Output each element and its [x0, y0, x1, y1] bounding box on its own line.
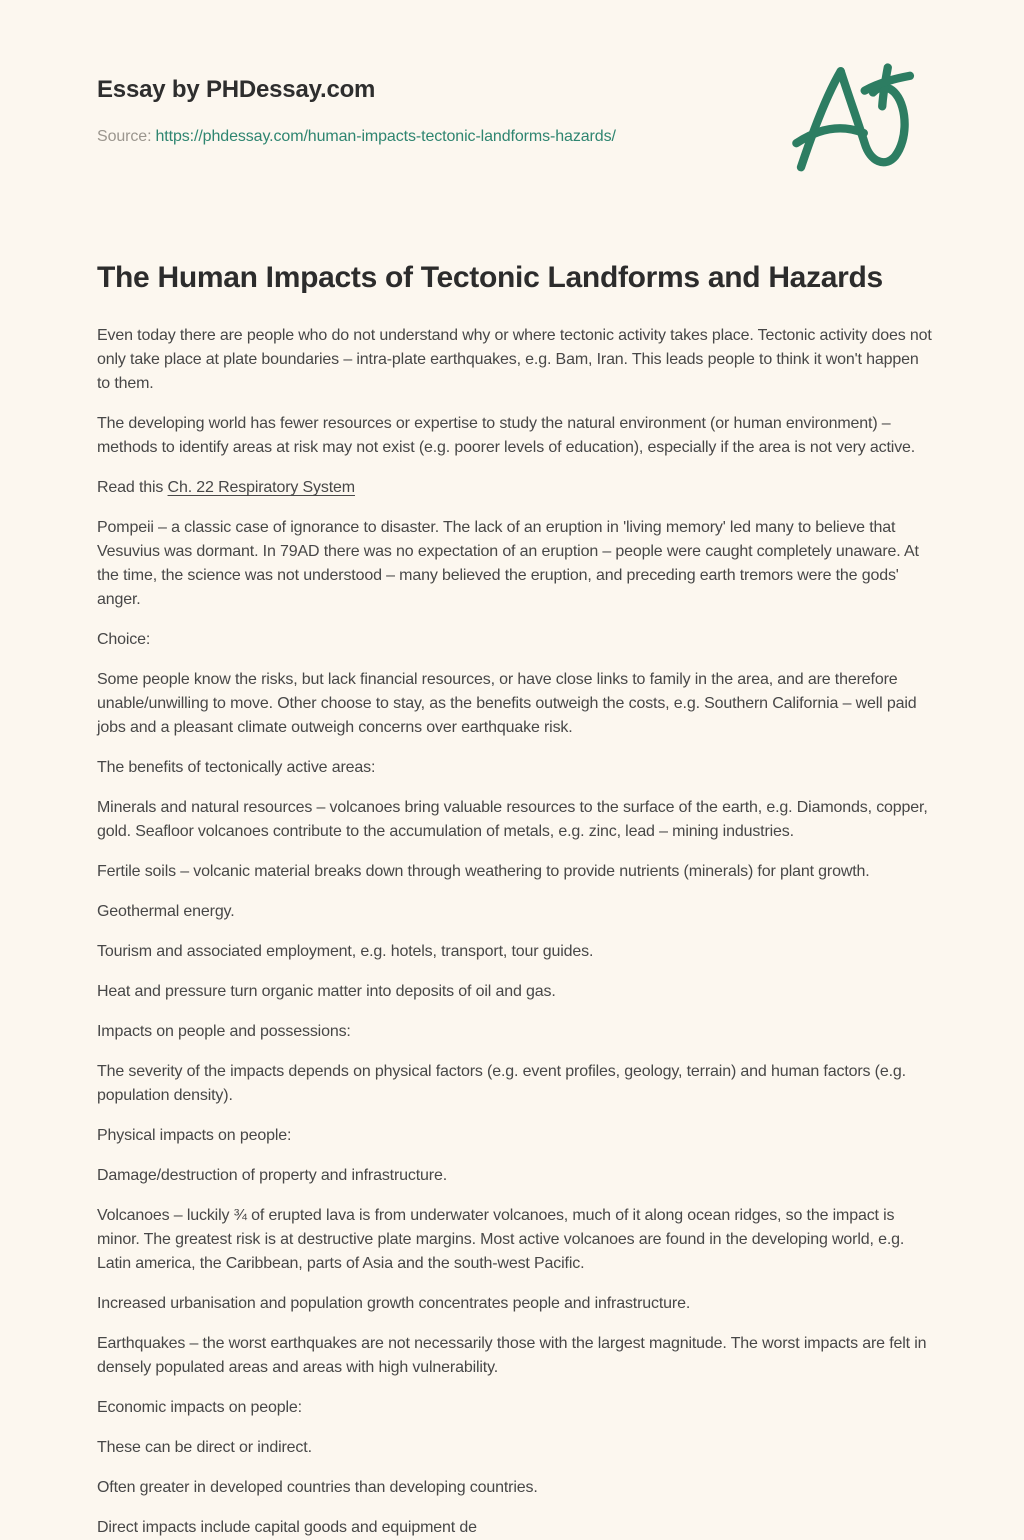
site-header-title: Essay by PHDessay.com — [97, 76, 376, 103]
essay-paragraph: Economic impacts on people: — [97, 1399, 302, 1416]
essay-paragraph: Physical impacts on people: — [97, 1127, 292, 1144]
page-header — [97, 0, 932, 182]
essay-paragraph: Increased urbanisation and population growth concentrates people and infrastructure. — [97, 1295, 691, 1312]
essay-paragraph: Read this Ch. 22 Respiratory System — [97, 479, 355, 496]
related-reading-link[interactable]: Ch. 22 Respiratory System — [167, 479, 355, 496]
essay-paragraph: Often greater in developed countries than developing countries. — [97, 1479, 538, 1496]
essay-paragraph: Tourism and associated employment, e.g. hotels, transport, tour guides. — [97, 943, 594, 960]
essay-paragraph: Fertile soils – volcanic material breaks down through weathering to provide nutrients (minerals) for plant growth. — [97, 863, 870, 880]
header-text-block — [97, 66, 616, 146]
a-plus-logo-icon — [790, 62, 932, 182]
essay-paragraph: The benefits of tectonically active areas: — [97, 759, 376, 776]
essay-body — [97, 324, 932, 1540]
essay-paragraph: Direct impacts include capital goods and equipment de — [97, 1519, 477, 1536]
essay-paragraph: These can be direct or indirect. — [97, 1439, 312, 1456]
essay-paragraph: Minerals and natural resources – volcanoes bring valuable resources to the surface of the earth, e.g. Diamonds, copper, gold. Seafloor volcanoes contribute to the accumulation of metals, e.g. zinc, lead – mining industries. — [97, 799, 928, 840]
essay-paragraph: Pompeii – a classic case of ignorance to disaster. The lack of an eruption in 'living memory' led many to believe that Vesuvius was dormant. In 79AD there was no expectation of an eruption – people were caught completely unaware. At the time, the science was not understood – many believed the eruption, and preceding earth tremors were the gods' anger. — [97, 519, 919, 608]
essay-paragraph: The severity of the impacts depends on physical factors (e.g. event profiles, geology, terrain) and human factors (e.g. population density). — [97, 1063, 906, 1104]
essay-paragraph: Volcanoes – luckily ¾ of erupted lava is from underwater volcanoes, much of it along ocean ridges, so the impact is minor. The greatest risk is at destructive plate margins. Most active volcanoes are found in the developing world, e.g. Latin america, the Caribbean, parts of Asia and the south-west Pacific. — [97, 1207, 905, 1272]
essay-paragraph: Earthquakes – the worst earthquakes are not necessarily those with the largest magnitude. The worst impacts are felt in densely populated areas and areas with high vulnerability. — [97, 1335, 927, 1376]
essay-paragraph: The developing world has fewer resources or expertise to study the natural environment (or human environment) – methods to identify areas at risk may not exist (e.g. poorer levels of education), especially if the area is not very active. — [97, 415, 916, 456]
essay-paragraph: Damage/destruction of property and infrastructure. — [97, 1167, 448, 1184]
essay-paragraph: Choice: — [97, 631, 151, 648]
essay-paragraph: Impacts on people and possessions: — [97, 1023, 351, 1040]
source-label: Source: — [97, 128, 152, 145]
essay-paragraph: Geothermal energy. — [97, 903, 235, 920]
essay-paragraph: Some people know the risks, but lack financial resources, or have close links to family in the area, and are therefore unable/unwilling to move. Other choose to stay, as the benefits outweigh the costs, e.g. Southern California – well paid jobs and a pleasant climate outweigh concerns over earthquake risk. — [97, 671, 917, 736]
source-line — [97, 128, 616, 146]
essay-paragraph: Heat and pressure turn organic matter into deposits of oil and gas. — [97, 983, 556, 1000]
essay-paragraph: Even today there are people who do not understand why or where tectonic activity takes place. Tectonic activity does not only take place at plate boundaries – intra-plate earthquakes, e.g. Bam, Iran. This leads people to think it won't happen to them. — [97, 327, 932, 392]
essay-title: The Human Impacts of Tectonic Landforms and Hazards — [97, 261, 883, 294]
source-url-link[interactable]: https://phdessay.com/human-impacts-tectonic-landforms-hazards/ — [155, 128, 616, 145]
